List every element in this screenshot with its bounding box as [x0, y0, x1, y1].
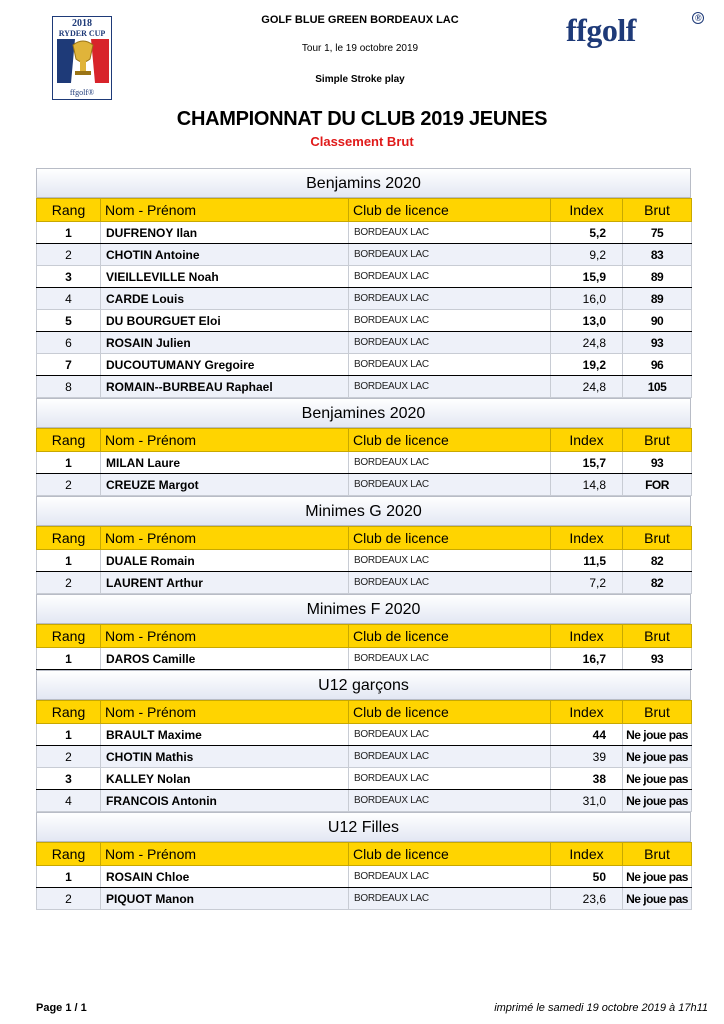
category-title: U12 garçons: [36, 670, 691, 700]
cell-club: BORDEAUX LAC: [349, 768, 551, 790]
print-timestamp: imprimé le samedi 19 octobre 2019 à 17h11: [494, 1002, 708, 1014]
table-row: [37, 266, 692, 288]
cell-brut: 93: [623, 648, 692, 670]
column-header-club: Club de licence: [349, 199, 551, 222]
table-row: [37, 648, 692, 670]
column-header-nom: Nom - Prénom: [101, 199, 349, 222]
cell-index: 13,0: [551, 310, 623, 332]
cell-nom: CHOTIN Antoine: [101, 244, 349, 266]
results-table: [36, 700, 692, 812]
cell-rang: 4: [37, 790, 101, 812]
cell-club: BORDEAUX LAC: [349, 244, 551, 266]
cell-club: BORDEAUX LAC: [349, 332, 551, 354]
table-header-row: [37, 843, 692, 866]
cell-brut: FOR: [623, 474, 692, 496]
cell-rang: 2: [37, 572, 101, 594]
cell-nom: PIQUOT Manon: [101, 888, 349, 910]
cell-club: BORDEAUX LAC: [349, 222, 551, 244]
cell-brut: 96: [623, 354, 692, 376]
table-row: [37, 866, 692, 888]
cell-index: 38: [551, 768, 623, 790]
cell-brut: 82: [623, 572, 692, 594]
cell-brut: Ne joue pas: [623, 724, 692, 746]
table-row: [37, 332, 692, 354]
table-row: [37, 724, 692, 746]
column-header-index: Index: [551, 843, 623, 866]
column-header-nom: Nom - Prénom: [101, 625, 349, 648]
column-header-rang: Rang: [37, 527, 101, 550]
ryder-cup-trophy-icon: [57, 39, 109, 83]
category-title: Benjamins 2020: [36, 168, 691, 198]
cell-index: 16,7: [551, 648, 623, 670]
column-header-index: Index: [551, 429, 623, 452]
cell-nom: CHOTIN Mathis: [101, 746, 349, 768]
cell-nom: DUFRENOY Ilan: [101, 222, 349, 244]
page-number: Page 1 / 1: [36, 1002, 87, 1014]
page-subtitle: Classement Brut: [310, 134, 414, 149]
column-header-rang: Rang: [37, 429, 101, 452]
column-header-brut: Brut: [623, 429, 692, 452]
table-header-row: [37, 199, 692, 222]
cell-nom: DUCOUTUMANY Gregoire: [101, 354, 349, 376]
cell-club: BORDEAUX LAC: [349, 474, 551, 496]
cell-club: BORDEAUX LAC: [349, 746, 551, 768]
column-header-nom: Nom - Prénom: [101, 701, 349, 724]
cell-nom: LAURENT Arthur: [101, 572, 349, 594]
cell-rang: 1: [37, 648, 101, 670]
cell-rang: 2: [37, 474, 101, 496]
cell-club: BORDEAUX LAC: [349, 354, 551, 376]
cell-club: BORDEAUX LAC: [349, 866, 551, 888]
cell-index: 14,8: [551, 474, 623, 496]
column-header-nom: Nom - Prénom: [101, 429, 349, 452]
cell-club: BORDEAUX LAC: [349, 724, 551, 746]
column-header-index: Index: [551, 625, 623, 648]
cell-brut: 93: [623, 452, 692, 474]
cell-nom: CARDE Louis: [101, 288, 349, 310]
table-row: [37, 288, 692, 310]
cell-nom: MILAN Laure: [101, 452, 349, 474]
cell-rang: 4: [37, 288, 101, 310]
cell-club: BORDEAUX LAC: [349, 288, 551, 310]
cell-index: 11,5: [551, 550, 623, 572]
cell-brut: 89: [623, 288, 692, 310]
cell-nom: ROSAIN Julien: [101, 332, 349, 354]
cell-nom: DAROS Camille: [101, 648, 349, 670]
table-row: [37, 474, 692, 496]
category-title: Minimes F 2020: [36, 594, 691, 624]
cell-brut: Ne joue pas: [623, 746, 692, 768]
cell-rang: 2: [37, 244, 101, 266]
cell-nom: DUALE Romain: [101, 550, 349, 572]
cell-brut: 93: [623, 332, 692, 354]
logo-year: 2018: [72, 18, 92, 29]
cell-index: 15,9: [551, 266, 623, 288]
cell-brut: 82: [623, 550, 692, 572]
category-title: Minimes G 2020: [36, 496, 691, 526]
table-header-row: [37, 527, 692, 550]
results-table: [36, 842, 692, 910]
cell-brut: 75: [623, 222, 692, 244]
ffgolf-logo-text: ffgolf: [566, 12, 636, 48]
cell-index: 39: [551, 746, 623, 768]
cell-brut: Ne joue pas: [623, 888, 692, 910]
column-header-index: Index: [551, 199, 623, 222]
column-header-index: Index: [551, 527, 623, 550]
cell-club: BORDEAUX LAC: [349, 310, 551, 332]
column-header-brut: Brut: [623, 843, 692, 866]
cell-nom: BRAULT Maxime: [101, 724, 349, 746]
registered-mark: ®: [692, 12, 704, 24]
table-row: [37, 376, 692, 398]
column-header-rang: Rang: [37, 625, 101, 648]
cell-club: BORDEAUX LAC: [349, 790, 551, 812]
cell-brut: 105: [623, 376, 692, 398]
cell-rang: 5: [37, 310, 101, 332]
cell-club: BORDEAUX LAC: [349, 888, 551, 910]
column-header-brut: Brut: [623, 199, 692, 222]
column-header-rang: Rang: [37, 701, 101, 724]
results-table: [36, 198, 692, 398]
category-title: U12 Filles: [36, 812, 691, 842]
logo-event: RYDER CUP: [58, 29, 106, 38]
cell-rang: 1: [37, 866, 101, 888]
table-row: [37, 746, 692, 768]
table-row: [37, 888, 692, 910]
cell-rang: 1: [37, 222, 101, 244]
results-table: [36, 428, 692, 496]
category-title: Benjamines 2020: [36, 398, 691, 428]
table-header-row: [37, 625, 692, 648]
cell-rang: 3: [37, 266, 101, 288]
column-header-club: Club de licence: [349, 625, 551, 648]
column-header-rang: Rang: [37, 843, 101, 866]
cell-index: 31,0: [551, 790, 623, 812]
game-formula: Simple Stroke play: [315, 74, 405, 85]
cell-rang: 1: [37, 452, 101, 474]
logo-brand: ffgolf®: [69, 88, 95, 97]
cell-brut: 83: [623, 244, 692, 266]
table-row: [37, 572, 692, 594]
cell-club: BORDEAUX LAC: [349, 376, 551, 398]
cell-rang: 1: [37, 724, 101, 746]
cell-brut: Ne joue pas: [623, 768, 692, 790]
ffgolf-logo: [566, 12, 702, 49]
column-header-rang: Rang: [37, 199, 101, 222]
cell-index: 19,2: [551, 354, 623, 376]
cell-brut: Ne joue pas: [623, 866, 692, 888]
cell-index: 5,2: [551, 222, 623, 244]
ryder-cup-logo: [52, 16, 112, 100]
cell-nom: FRANCOIS Antonin: [101, 790, 349, 812]
cell-rang: 8: [37, 376, 101, 398]
cell-club: BORDEAUX LAC: [349, 648, 551, 670]
cell-index: 24,8: [551, 376, 623, 398]
cell-nom: DU BOURGUET Eloi: [101, 310, 349, 332]
results-tables: [36, 168, 691, 910]
column-header-brut: Brut: [623, 625, 692, 648]
table-row: [37, 244, 692, 266]
page-title: CHAMPIONNAT DU CLUB 2019 JEUNES: [176, 108, 548, 130]
table-row: [37, 790, 692, 812]
results-table: [36, 624, 692, 670]
cell-club: BORDEAUX LAC: [349, 572, 551, 594]
cell-nom: CREUZE Margot: [101, 474, 349, 496]
table-header-row: [37, 701, 692, 724]
cell-club: BORDEAUX LAC: [349, 550, 551, 572]
table-row: [37, 768, 692, 790]
cell-nom: ROMAIN--BURBEAU Raphael: [101, 376, 349, 398]
cell-rang: 7: [37, 354, 101, 376]
results-table: [36, 526, 692, 594]
column-header-club: Club de licence: [349, 429, 551, 452]
cell-rang: 6: [37, 332, 101, 354]
column-header-brut: Brut: [623, 527, 692, 550]
table-header-row: [37, 429, 692, 452]
cell-club: BORDEAUX LAC: [349, 452, 551, 474]
cell-index: 15,7: [551, 452, 623, 474]
column-header-nom: Nom - Prénom: [101, 843, 349, 866]
cell-index: 9,2: [551, 244, 623, 266]
column-header-nom: Nom - Prénom: [101, 527, 349, 550]
cell-index: 24,8: [551, 332, 623, 354]
cell-rang: 3: [37, 768, 101, 790]
table-row: [37, 550, 692, 572]
cell-index: 7,2: [551, 572, 623, 594]
cell-nom: VIEILLEVILLE Noah: [101, 266, 349, 288]
cell-brut: 90: [623, 310, 692, 332]
table-row: [37, 222, 692, 244]
cell-rang: 2: [37, 888, 101, 910]
cell-rang: 1: [37, 550, 101, 572]
cell-brut: Ne joue pas: [623, 790, 692, 812]
column-header-index: Index: [551, 701, 623, 724]
column-header-club: Club de licence: [349, 843, 551, 866]
cell-index: 44: [551, 724, 623, 746]
cell-nom: KALLEY Nolan: [101, 768, 349, 790]
cell-index: 23,6: [551, 888, 623, 910]
column-header-club: Club de licence: [349, 701, 551, 724]
cell-rang: 2: [37, 746, 101, 768]
table-row: [37, 310, 692, 332]
tour-date: Tour 1, le 19 octobre 2019: [301, 43, 419, 54]
column-header-brut: Brut: [623, 701, 692, 724]
club-name: GOLF BLUE GREEN BORDEAUX LAC: [261, 14, 459, 26]
cell-brut: 89: [623, 266, 692, 288]
cell-index: 16,0: [551, 288, 623, 310]
cell-index: 50: [551, 866, 623, 888]
table-row: [37, 354, 692, 376]
column-header-club: Club de licence: [349, 527, 551, 550]
cell-nom: ROSAIN Chloe: [101, 866, 349, 888]
cell-club: BORDEAUX LAC: [349, 266, 551, 288]
table-row: [37, 452, 692, 474]
